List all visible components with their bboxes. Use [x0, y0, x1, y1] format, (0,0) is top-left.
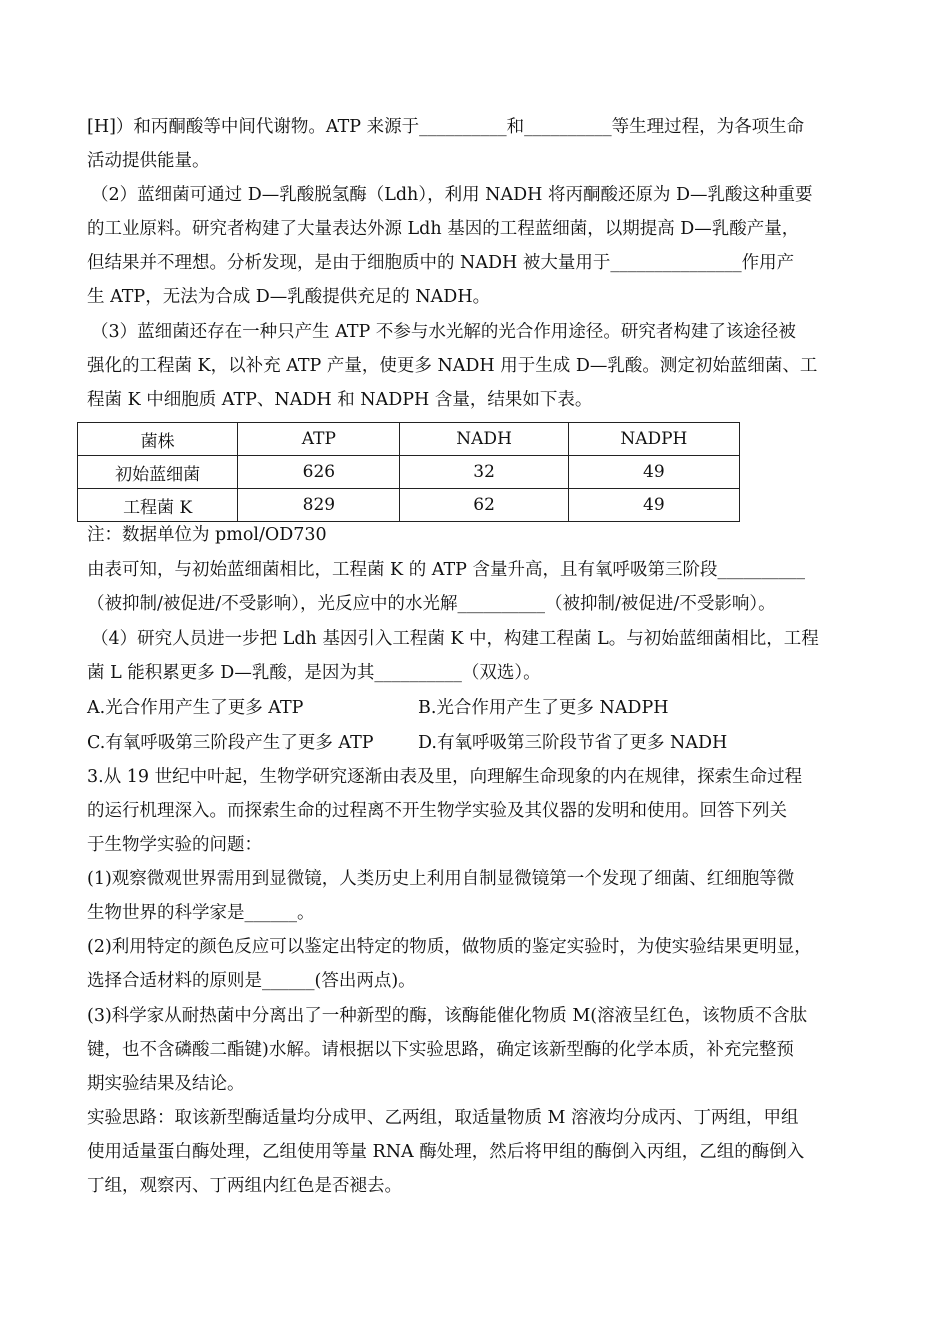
table-header-cell: NADH [400, 423, 568, 456]
table-header-cell: ATP [238, 423, 400, 456]
table-header-cell: 菌株 [78, 423, 238, 456]
paragraph-line: 程菌 K 中细胞质 ATP、NADH 和 NADPH 含量，结果如下表。 [87, 390, 593, 410]
paragraph-line: 的工业原料。研究者构建了大量表达外源 Ldh 基因的工程蓝细菌，以期提高 D—乳酸产量， [87, 219, 800, 239]
paragraph-line: （2）蓝细菌可通过 D—乳酸脱氢酶（Ldh），利用 NADH 将丙酮酸还原为 D—乳酸这种重要 [91, 185, 813, 205]
paragraph-line: 活动提供能量。 [87, 151, 210, 171]
table-row [78, 489, 740, 522]
table-cell: 49 [568, 489, 739, 522]
option-c: C.有氧呼吸第三阶段产生了更多 ATP [87, 733, 374, 753]
paragraph-line: （被抑制/被促进/不受影响），光反应中的水光解__________（被抑制/被促进/不受影响）。 [87, 594, 776, 614]
table-cell: 626 [238, 456, 400, 489]
paragraph-line: （4）研究人员进一步把 Ldh 基因引入工程菌 K 中，构建工程菌 L。与初始蓝细菌相比，工程 [91, 629, 819, 649]
question-line: (2)利用特定的颜色反应可以鉴定出特定的物质，做物质的鉴定实验时，为使实验结果更明显， [87, 937, 812, 957]
question-line: 丁组，观察丙、丁两组内红色是否褪去。 [87, 1176, 402, 1196]
table-row [78, 456, 740, 489]
paragraph-line: （3）蓝细菌还存在一种只产生 ATP 不参与水光解的光合作用途径。研究者构建了该途径被 [91, 322, 796, 342]
paragraph-line: 菌 L 能积累更多 D—乳酸，是因为其__________（双选）。 [87, 663, 541, 683]
paragraph-line: 但结果并不理想。分析发现，是由于细胞质中的 NADH 被大量用于_______________作用产 [87, 253, 795, 273]
question-line: 的运行机理深入。而探索生命的过程离不开生物学实验及其仪器的发明和使用。回答下列关 [87, 801, 787, 821]
table-cell: 初始蓝细菌 [78, 456, 238, 489]
paragraph-line: [H]）和丙酮酸等中间代谢物。ATP 来源于__________和__________等生理过程，为各项生命 [87, 117, 805, 137]
data-table [77, 422, 740, 522]
table-cell: 49 [568, 456, 739, 489]
question-line: (1)观察微观世界需用到显微镜，人类历史上利用自制显微镜第一个发现了细菌、红细胞等微 [87, 869, 795, 889]
question-line: 于生物学实验的问题： [87, 835, 262, 855]
option-a: A.光合作用产生了更多 ATP [87, 698, 304, 718]
question-line: 键，也不含磷酸二酯键)水解。请根据以下实验思路，确定该新型酶的化学本质，补充完整预 [87, 1040, 794, 1060]
paragraph-line: 强化的工程菌 K，以补充 ATP 产量，使更多 NADH 用于生成 D—乳酸。测定初始蓝细菌、工 [87, 356, 818, 376]
question-line: 生物世界的科学家是______。 [87, 903, 315, 923]
question-line: 实验思路：取该新型酶适量均分成甲、乙两组，取适量物质 M 溶液均分成丙、丁两组，甲组 [87, 1108, 799, 1128]
table-cell: 829 [238, 489, 400, 522]
question-line: 选择合适材料的原则是______(答出两点)。 [87, 971, 416, 991]
paragraph-line: 生 ATP，无法为合成 D—乳酸提供充足的 NADH。 [87, 287, 491, 307]
table-cell: 62 [400, 489, 568, 522]
question-line: 期实验结果及结论。 [87, 1074, 245, 1094]
question-line: 使用适量蛋白酶处理，乙组使用等量 RNA 酶处理，然后将甲组的酶倒入丙组，乙组的酶倒入 [87, 1142, 805, 1162]
option-d: D.有氧呼吸第三阶段节省了更多 NADH [418, 733, 728, 753]
option-b: B.光合作用产生了更多 NADPH [418, 698, 669, 718]
table-cell: 工程菌 K [78, 489, 238, 522]
table-note: 注：数据单位为 pmol/OD730 [87, 525, 327, 545]
question-line: (3)科学家从耐热菌中分离出了一种新型的酶，该酶能催化物质 M(溶液呈红色，该物质不含肽 [87, 1006, 808, 1026]
table-cell: 32 [400, 456, 568, 489]
table-header-cell: NADPH [568, 423, 739, 456]
paragraph-line: 由表可知，与初始蓝细菌相比，工程菌 K 的 ATP 含量升高，且有氧呼吸第三阶段__________ [87, 560, 805, 580]
table-header-row [78, 423, 740, 456]
question-line: 3.从 19 世纪中叶起，生物学研究逐渐由表及里，向理解生命现象的内在规律，探索生命过程 [87, 767, 803, 787]
